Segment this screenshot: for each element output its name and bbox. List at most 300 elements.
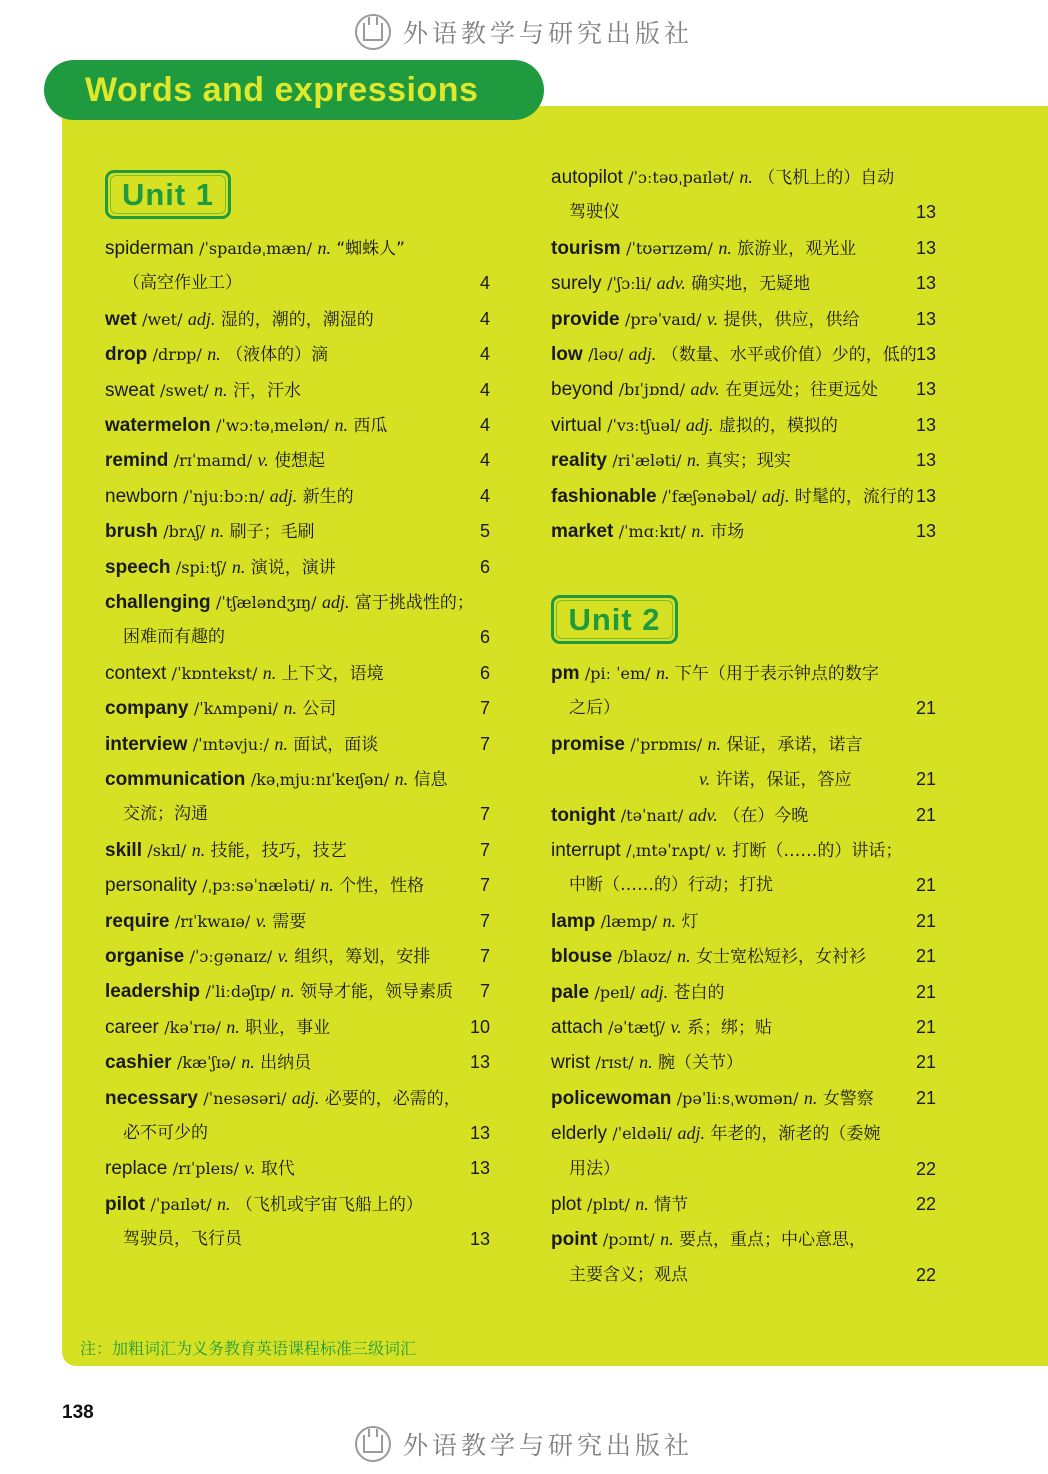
entry-row xyxy=(105,549,336,585)
entry-word: attach xyxy=(551,1017,603,1038)
entry-definition-continued: 驾驶员，飞行员 xyxy=(123,1229,242,1250)
entry-phonetic: /ˈʃɔːli/ xyxy=(607,274,652,294)
entry-part-of-speech: n. xyxy=(210,521,225,542)
entry-word: point xyxy=(551,1229,598,1251)
entry-phonetic: /ˈɪntəvjuː/ xyxy=(192,734,269,754)
entry-page-number: 21 xyxy=(915,910,936,931)
entry-page-number: 4 xyxy=(479,379,490,400)
entry-phonetic: /wet/ xyxy=(142,309,183,329)
entry-row xyxy=(551,938,866,974)
entry-definition-continued: 困难而有趣的 xyxy=(123,627,225,648)
entry-phonetic: /ˈɔːtəʊˌpaɪlət/ xyxy=(628,168,734,187)
entry-phonetic: /pɔɪnt/ xyxy=(602,1230,655,1250)
entry-part-of-speech: v. xyxy=(244,1158,256,1179)
entry-row xyxy=(551,1221,866,1257)
entry-word: reality xyxy=(551,450,607,472)
entry-row xyxy=(551,478,914,514)
entry-word: communication xyxy=(105,769,246,790)
entry-row xyxy=(123,265,242,301)
entry-definition: （在）今晚 xyxy=(723,805,809,826)
entry-definition: （数量、水平或价值）少的，低的 xyxy=(661,345,917,365)
entry-word: context xyxy=(105,662,167,684)
entry-part-of-speech: n. xyxy=(662,910,677,931)
entry-part-of-speech: n. xyxy=(677,946,691,967)
entry-part-of-speech: adj. xyxy=(677,1123,706,1144)
unit-2-badge: Unit 2 xyxy=(551,595,678,644)
entry-page-number: 7 xyxy=(479,733,490,754)
entry-row xyxy=(551,1009,772,1045)
entry-page-number: 21 xyxy=(915,698,936,719)
entry-page-number: 22 xyxy=(915,1158,936,1179)
entry-word: organise xyxy=(105,946,185,967)
entry-part-of-speech: v. xyxy=(715,840,727,860)
entry-page-number: 13 xyxy=(915,521,936,541)
entry-definition: 苍白的 xyxy=(673,982,725,1003)
entry-page-number: 7 xyxy=(479,875,490,896)
entry-phonetic: /blaʊz/ xyxy=(617,947,672,967)
entry-definition: 汗，汗水 xyxy=(232,380,301,401)
entry-definition: 女士宽松短衫，女衬衫 xyxy=(695,947,866,968)
entry-part-of-speech: adv. xyxy=(656,273,686,294)
entry-phonetic: /ˈɔːɡənaɪz/ xyxy=(189,947,273,966)
entry-definition: 取代 xyxy=(260,1159,295,1180)
entry-definition: 确实地，无疑地 xyxy=(691,274,811,295)
entry-definition: 湿的，潮的，潮湿的 xyxy=(220,309,374,330)
entry-row xyxy=(105,336,328,372)
entry-word: virtual xyxy=(551,414,602,436)
entry-page-number: 13 xyxy=(915,308,936,329)
entry-row xyxy=(105,867,424,903)
entry-row xyxy=(551,407,838,443)
entry-row xyxy=(699,761,852,797)
entry-definition: 演说，演讲 xyxy=(250,557,336,578)
entry-definition: （飞机或宇宙飞船上的） xyxy=(235,1194,423,1215)
entry-part-of-speech: n. xyxy=(691,521,705,541)
entry-row xyxy=(105,903,306,939)
entry-row xyxy=(551,1186,688,1222)
entry-phonetic: /kæˈʃɪə/ xyxy=(176,1053,236,1073)
entry-phonetic: /rɪˈpleɪs/ xyxy=(172,1159,239,1179)
entry-part-of-speech: n. xyxy=(334,415,348,435)
entry-word: challenging xyxy=(105,592,211,613)
entry-word: elderly xyxy=(551,1123,607,1145)
entry-part-of-speech: n. xyxy=(262,662,277,683)
entry-definition-continued: 必不可少的 xyxy=(123,1123,208,1143)
entry-row xyxy=(105,1009,330,1045)
entry-phonetic: /ˈfæʃənəbəl/ xyxy=(661,486,757,506)
entry-word: sweat xyxy=(105,379,155,401)
entry-page-number: 13 xyxy=(469,1123,490,1143)
entry-word: require xyxy=(105,910,170,932)
entry-part-of-speech: adj. xyxy=(321,592,350,612)
entry-definition: 真实；现实 xyxy=(705,451,791,472)
entry-definition: 保证，承诺，诺言 xyxy=(726,734,863,755)
entry-row xyxy=(569,194,620,230)
entry-phonetic: /riˈæləti/ xyxy=(612,451,682,471)
entry-page-number: 21 xyxy=(915,981,936,1002)
entry-part-of-speech: n. xyxy=(655,663,670,683)
publisher-logo-icon xyxy=(355,14,391,50)
page-number: 138 xyxy=(62,1402,94,1423)
entry-word: personality xyxy=(105,875,197,897)
entry-row xyxy=(569,867,773,903)
entry-word: fashionable xyxy=(551,485,657,507)
entry-word: company xyxy=(105,698,189,720)
entry-part-of-speech: n. xyxy=(214,379,228,400)
entry-definition: 个性，性格 xyxy=(339,876,425,897)
entry-part-of-speech: n. xyxy=(639,1052,653,1073)
entry-part-of-speech: adv. xyxy=(690,379,720,400)
entry-word: drop xyxy=(105,344,148,366)
entry-word: pilot xyxy=(105,1193,146,1215)
entry-phonetic: /ˈliːdəʃɪp/ xyxy=(205,982,276,1002)
entry-part-of-speech: n. xyxy=(320,875,334,896)
entry-row xyxy=(105,973,453,1009)
entry-phonetic: /drɒp/ xyxy=(152,345,202,365)
entry-page-number: 13 xyxy=(915,344,936,364)
entry-definition: 职业，事业 xyxy=(245,1017,331,1038)
entry-row xyxy=(551,265,810,301)
entry-phonetic: /bɪˈjɒnd/ xyxy=(618,380,686,400)
entry-phonetic: /kəˈrɪə/ xyxy=(164,1017,221,1037)
entry-phonetic: /ˌpɜːsəˈnæləti/ xyxy=(202,876,315,896)
entry-word: necessary xyxy=(105,1087,198,1109)
entry-row xyxy=(569,1257,688,1293)
entry-definition: 西瓜 xyxy=(353,416,388,436)
entry-row xyxy=(551,726,862,762)
entry-row xyxy=(105,372,301,408)
entry-phonetic: /rɪst/ xyxy=(595,1053,634,1073)
entry-phonetic: /ˈwɔːtəˌmelən/ xyxy=(216,416,330,435)
entry-part-of-speech: n. xyxy=(283,698,297,719)
entry-definition: 使想起 xyxy=(274,451,326,472)
entry-page-number: 10 xyxy=(469,1016,490,1037)
footnote: 注：加粗词汇为义务教育英语课程标准三级词汇 xyxy=(80,1339,417,1358)
entry-part-of-speech: adj. xyxy=(640,981,669,1002)
entry-part-of-speech: n. xyxy=(317,238,331,258)
entry-part-of-speech: n. xyxy=(686,450,701,471)
entry-phonetic: /təˈnaɪt/ xyxy=(620,805,684,825)
entry-phonetic: /ˈtʊərɪzəm/ xyxy=(626,238,713,258)
entry-phonetic: /pəˈliːsˌwʊmən/ xyxy=(676,1088,799,1108)
entry-row xyxy=(123,1221,242,1257)
entry-part-of-speech: adv. xyxy=(688,804,718,825)
entry-row xyxy=(551,442,791,478)
entry-part-of-speech: n. xyxy=(660,1229,674,1250)
entry-phonetic: /ˌɪntəˈrʌpt/ xyxy=(626,841,711,860)
entry-phonetic: /brʌʃ/ xyxy=(163,522,206,542)
entry-page-number: 13 xyxy=(915,450,936,471)
entry-definition: “蜘蛛人” xyxy=(336,239,405,259)
entry-definition: 富于挑战性的； xyxy=(354,593,474,613)
entry-phonetic: /ˈnjuːbɔːn/ xyxy=(183,486,265,506)
entry-row xyxy=(551,903,698,939)
entry-definition: 旅游业，观光业 xyxy=(737,238,857,259)
entry-row xyxy=(105,1044,311,1080)
entry-phonetic: /læmp/ xyxy=(600,911,658,931)
entry-definition: 年老的，渐老的（委婉 xyxy=(710,1124,881,1145)
entry-definition: 公司 xyxy=(302,699,337,720)
entry-word: autopilot xyxy=(551,167,623,188)
entry-definition: 出纳员 xyxy=(260,1053,312,1074)
entry-word: tourism xyxy=(551,237,621,259)
entry-row xyxy=(105,655,384,691)
entry-definition: 系；绑；贴 xyxy=(687,1018,773,1038)
entry-page-number: 21 xyxy=(915,1087,936,1108)
entry-phonetic: /ˈvɜːtʃuəl/ xyxy=(607,415,681,435)
entry-phonetic: /kəˌmjuːnɪˈkeɪʃən/ xyxy=(250,770,390,789)
entry-phonetic: /plɒt/ xyxy=(587,1195,630,1214)
entry-definition-continued: 驾驶仪 xyxy=(569,202,620,223)
unit-1-badge: Unit 1 xyxy=(105,170,231,219)
entry-definition-continued: 交流；沟通 xyxy=(123,804,208,825)
entry-row xyxy=(551,336,917,372)
entry-part-of-speech: adj. xyxy=(291,1087,320,1108)
entry-page-number: 7 xyxy=(479,946,490,966)
entry-row xyxy=(551,832,902,868)
entry-row xyxy=(105,832,347,868)
entry-page-number: 21 xyxy=(915,804,936,825)
entry-row xyxy=(569,1151,620,1187)
entry-definition: 面试，面谈 xyxy=(293,734,379,755)
entry-phonetic: /skɪl/ xyxy=(147,840,187,860)
entry-word: blouse xyxy=(551,946,613,968)
entry-word: interview xyxy=(105,733,188,755)
entry-definition: 技能，技巧，技艺 xyxy=(210,840,347,861)
entry-definition: 打断（……的）讲话； xyxy=(732,841,903,861)
entry-part-of-speech: adj. xyxy=(685,414,714,435)
publisher-header xyxy=(0,12,1048,52)
entry-definition: 上下文，语境 xyxy=(281,663,384,684)
entry-definition: 在更远处；往更远处 xyxy=(725,380,879,401)
entry-row xyxy=(551,371,878,407)
entry-part-of-speech: adj. xyxy=(761,485,790,506)
entry-page-number: 6 xyxy=(479,662,490,683)
entry-definition: 女警察 xyxy=(822,1088,874,1109)
entry-row xyxy=(105,301,374,337)
entry-phonetic: /əˈtætʃ/ xyxy=(608,1018,666,1037)
entry-page-number: 4 xyxy=(479,308,490,329)
entry-page-number: 13 xyxy=(915,379,936,400)
entry-word: newborn xyxy=(105,485,178,507)
entry-phonetic: /ˈnesəsəri/ xyxy=(203,1088,287,1108)
entry-word: replace xyxy=(105,1158,168,1180)
entry-page-number: 4 xyxy=(479,450,490,471)
entry-definition-continued: 中断（……的）行动；打扰 xyxy=(569,875,773,896)
entry-phonetic: /spiːtʃ/ xyxy=(175,557,227,577)
entry-phonetic: /ˈspaɪdəˌmæn/ xyxy=(199,239,313,258)
entry-row xyxy=(551,301,859,337)
entry-page-number: 13 xyxy=(915,237,936,258)
entry-page-number: 7 xyxy=(479,910,490,931)
entry-part-of-speech: n. xyxy=(281,981,295,1002)
entry-definition: （液体的）滴 xyxy=(226,345,329,366)
entry-part-of-speech: v. xyxy=(699,769,711,790)
entry-page-number: 21 xyxy=(915,946,936,967)
entry-part-of-speech: n. xyxy=(226,1016,240,1037)
entry-definition-continued: 用法） xyxy=(569,1158,620,1179)
entry-definition: 情节 xyxy=(654,1195,689,1215)
entry-definition: 刷子；毛刷 xyxy=(229,522,315,543)
entry-phonetic: /piː ˈem/ xyxy=(584,664,651,683)
entry-row xyxy=(569,690,620,726)
entry-word: pale xyxy=(551,981,590,1003)
entry-word: plot xyxy=(551,1194,582,1215)
publisher-logo-icon xyxy=(355,1426,391,1462)
entry-page-number: 6 xyxy=(479,627,490,648)
entry-part-of-speech: n. xyxy=(803,1087,818,1108)
entry-row xyxy=(105,230,405,266)
entry-row xyxy=(105,1186,423,1222)
entry-part-of-speech: n. xyxy=(635,1194,649,1214)
entry-part-of-speech: n. xyxy=(231,556,246,577)
entry-word: leadership xyxy=(105,981,201,1003)
entry-word: spiderman xyxy=(105,238,194,259)
entry-row xyxy=(105,690,336,726)
entry-definition: 时髦的，流行的 xyxy=(794,486,914,507)
entry-part-of-speech: n. xyxy=(217,1193,231,1214)
entry-definition: 必要的，必需的， xyxy=(324,1088,461,1109)
entry-part-of-speech: n. xyxy=(241,1052,255,1073)
entry-row xyxy=(105,1150,295,1186)
entry-word: watermelon xyxy=(105,415,211,436)
entry-part-of-speech: v. xyxy=(670,1017,682,1037)
entry-page-number: 6 xyxy=(479,556,490,577)
entry-definition: 组织，筹划，安排 xyxy=(294,947,431,967)
entry-page-number: 21 xyxy=(915,1052,936,1073)
entry-definition-continued: （高空作业工） xyxy=(123,273,242,294)
entry-phonetic: /rɪˈkwaɪə/ xyxy=(174,911,251,931)
entry-part-of-speech: adj. xyxy=(269,485,298,506)
entry-page-number: 7 xyxy=(479,839,490,860)
entry-part-of-speech: adj. xyxy=(628,344,657,364)
entry-row xyxy=(105,478,354,514)
entry-definition: 信息 xyxy=(413,770,448,790)
entry-row xyxy=(105,726,378,762)
entry-phonetic: /ˈkɒntekst/ xyxy=(171,663,258,683)
entry-page-number: 4 xyxy=(479,485,490,506)
entry-phonetic: /swet/ xyxy=(160,380,209,400)
entry-row xyxy=(123,796,208,832)
entry-page-number: 4 xyxy=(479,273,490,294)
entry-word: promise xyxy=(551,733,625,755)
entry-part-of-speech: v. xyxy=(277,946,289,966)
entry-row xyxy=(123,1115,208,1151)
entry-row xyxy=(551,159,894,195)
entry-definition: 领导才能，领导素质 xyxy=(299,982,453,1003)
entry-word: cashier xyxy=(105,1052,172,1074)
entry-word: pm xyxy=(551,663,580,684)
entry-word: wet xyxy=(105,308,137,330)
entry-row xyxy=(551,974,725,1010)
entry-definition: 虚拟的，模拟的 xyxy=(718,415,838,436)
entry-phonetic: /peɪl/ xyxy=(594,982,636,1002)
entry-definition: 提供，供应，供给 xyxy=(723,309,860,330)
publisher-name: 外语教学与研究出版社 xyxy=(402,1431,693,1460)
entry-page-number: 13 xyxy=(915,485,936,506)
entry-word: market xyxy=(551,521,614,542)
entry-part-of-speech: adj. xyxy=(187,308,216,329)
entry-page-number: 4 xyxy=(479,415,490,435)
entry-row xyxy=(551,797,808,833)
entry-page-number: 21 xyxy=(915,875,936,896)
entry-page-number: 13 xyxy=(915,414,936,435)
entry-part-of-speech: n. xyxy=(394,769,409,789)
entry-phonetic: /ləʊ/ xyxy=(588,345,624,364)
entry-phonetic: /ˈeldəli/ xyxy=(612,1124,673,1144)
entry-definition: （飞机上的）自动 xyxy=(758,168,895,188)
entry-phonetic: /ˈkʌmpəni/ xyxy=(193,699,279,719)
entry-row xyxy=(105,584,474,620)
entry-page-number: 13 xyxy=(915,202,936,223)
entry-phonetic: /rɪˈmaɪnd/ xyxy=(173,451,253,471)
entry-row xyxy=(105,442,325,478)
section-title: Words and expressions xyxy=(44,60,544,120)
entry-page-number: 22 xyxy=(915,1194,936,1214)
entry-row xyxy=(551,1115,880,1151)
entry-row xyxy=(105,1080,461,1116)
publisher-footer xyxy=(0,1424,1048,1464)
entry-word: beyond xyxy=(551,379,614,401)
entry-part-of-speech: n. xyxy=(739,167,753,187)
entry-row xyxy=(551,1080,874,1116)
entry-part-of-speech: n. xyxy=(207,344,221,365)
entry-row xyxy=(105,761,448,797)
entry-word: speech xyxy=(105,556,171,578)
entry-definition: 要点，重点；中心意思， xyxy=(679,1230,866,1251)
entry-page-number: 22 xyxy=(915,1264,936,1285)
entry-part-of-speech: n. xyxy=(707,733,722,754)
entry-page-number: 13 xyxy=(469,1052,490,1073)
entry-word: skill xyxy=(105,839,142,861)
entry-page-number: 21 xyxy=(915,1017,936,1037)
entry-phonetic: /ˈpaɪlət/ xyxy=(150,1194,212,1214)
entry-page-number: 21 xyxy=(915,769,936,790)
entry-definition: 市场 xyxy=(710,522,745,542)
entry-row xyxy=(551,1044,743,1080)
entry-row xyxy=(105,513,315,549)
entry-definition: 需要 xyxy=(272,911,307,932)
entry-definition-continued: 主要含义；观点 xyxy=(569,1264,688,1285)
entry-page-number: 13 xyxy=(469,1229,490,1250)
publisher-name: 外语教学与研究出版社 xyxy=(402,19,693,48)
entry-word: surely xyxy=(551,273,602,295)
entry-definition: 灯 xyxy=(681,911,699,932)
entry-page-number: 5 xyxy=(479,521,490,542)
entry-row xyxy=(105,938,430,974)
entry-word: interrupt xyxy=(551,840,621,861)
entry-page-number: 7 xyxy=(479,698,490,719)
entry-row xyxy=(551,513,744,549)
entry-word: provide xyxy=(551,308,620,330)
entry-definition: 许诺，保证，答应 xyxy=(715,770,852,791)
entry-definition: 腕（关节） xyxy=(657,1053,743,1074)
entry-row xyxy=(551,230,856,266)
entry-row xyxy=(105,407,387,443)
entry-word: tonight xyxy=(551,804,616,826)
entry-part-of-speech: v. xyxy=(257,450,269,471)
entry-part-of-speech: n. xyxy=(274,733,288,754)
entry-word: lamp xyxy=(551,910,596,932)
entry-word: wrist xyxy=(551,1052,591,1074)
entry-page-number: 4 xyxy=(479,344,490,365)
entry-phonetic: /ˈprɒmɪs/ xyxy=(630,734,703,754)
entry-page-number: 7 xyxy=(479,981,490,1002)
entry-phonetic: /ˈtʃæləndʒɪŋ/ xyxy=(215,593,317,612)
entry-part-of-speech: n. xyxy=(718,237,732,258)
entry-word: policewoman xyxy=(551,1087,672,1109)
entry-phonetic: /ˈmɑːkɪt/ xyxy=(618,522,686,541)
